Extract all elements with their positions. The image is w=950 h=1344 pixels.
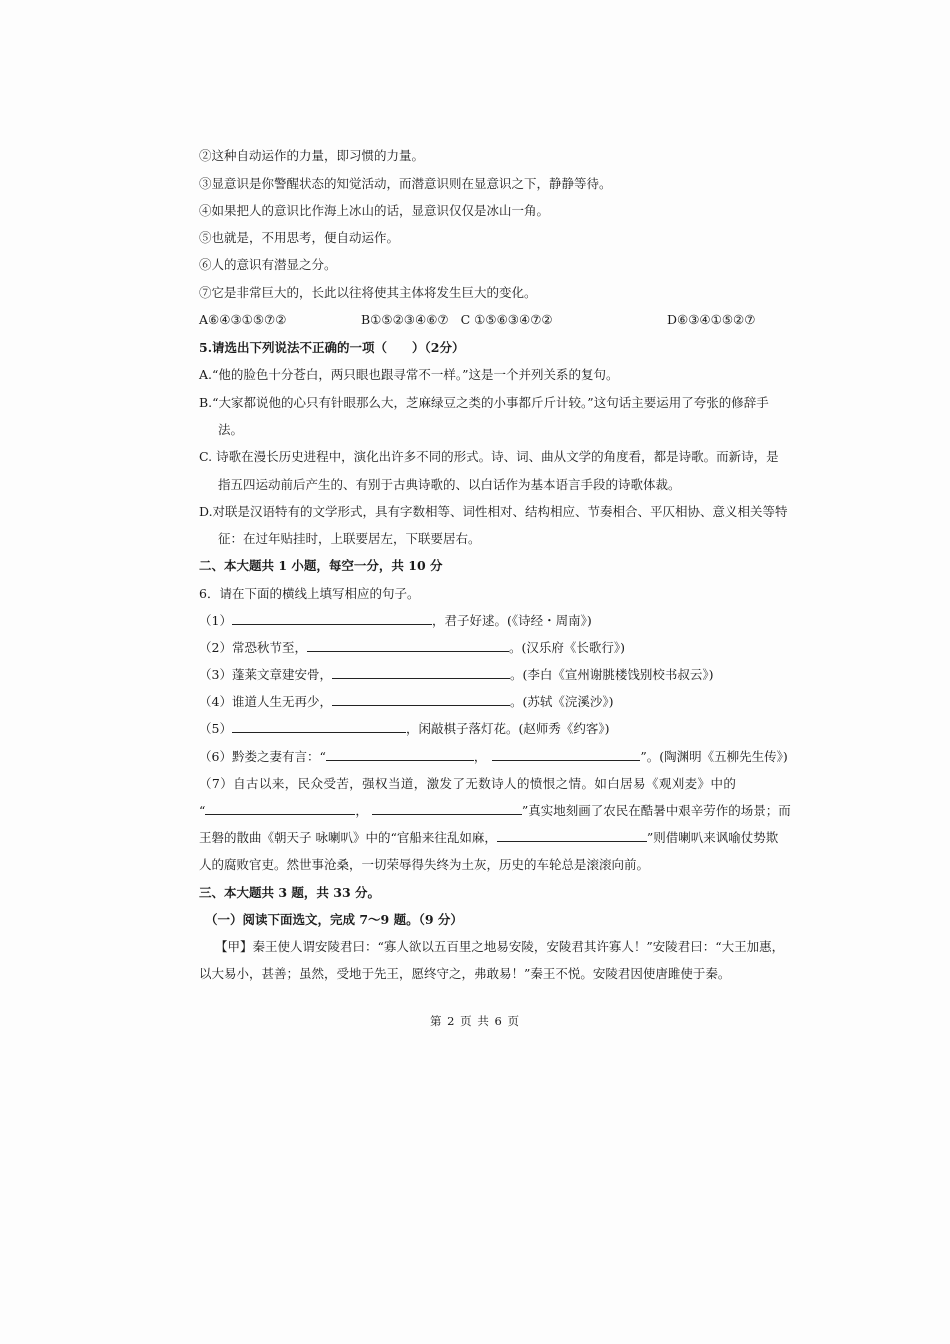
fill-item-7-line-2: “ ， ”真实地刻画了农民在酷暑中艰辛劳作的场景；而 — [199, 803, 791, 818]
q5-option-b: B.“大家都说他的心只有针眼那么大，芝麻绿豆之类的小事都斤斤计较。”这句话主要运用了夸张的修辞手 — [199, 395, 769, 410]
section-2-title: 二、本大题共 1 小题，每空一分，共 10 分 — [199, 558, 443, 573]
answer-blank[interactable] — [372, 802, 522, 815]
option-d: D⑥③④①⑤②⑦ — [667, 312, 756, 327]
answer-blank[interactable] — [232, 720, 406, 733]
sentence-3: ③显意识是你警醒状态的知觉活动，而潜意识则在显意识之下，静静等待。 — [199, 176, 612, 191]
reading-passage-line-2: 以大易小，甚善；虽然，受地于先王，愿终守之，弗敢易！”秦王不悦。安陵君因使唐雎使于秦。 — [199, 966, 731, 981]
answer-blank[interactable] — [232, 612, 432, 625]
reading-passage-line-1: 【甲】秦王使人谓安陵君曰：“寡人欲以五百里之地易安陵，安陵君其许寡人！”安陵君曰：“大王加惠， — [215, 939, 785, 954]
fill-item-6: （6）黔娄之妻有言：“ ， ”。(陶渊明《五柳先生传》) — [199, 749, 788, 764]
answer-blank[interactable] — [492, 748, 640, 761]
sentence-6: ⑥人的意识有潜显之分。 — [199, 257, 337, 272]
q5-option-b-cont: 法。 — [218, 422, 244, 437]
answer-blank[interactable] — [307, 639, 509, 652]
option-c: C ①⑤⑥③④⑦② — [460, 312, 553, 327]
q5-option-a: A.“他的脸色十分苍白，两只眼也跟寻常不一样。”这是一个并列关系的复句。 — [199, 367, 619, 382]
section-3-title: 三、本大题共 3 题，共 33 分。 — [199, 885, 381, 900]
q5-option-d: D.对联是汉语特有的文学形式，具有字数相等、词性相对、结构相应、节奏相合、平仄相协、意义相关等特 — [199, 504, 788, 519]
sentence-7: ⑦它是非常巨大的，长此以往将使其主体将发生巨大的变化。 — [199, 285, 537, 300]
fill-item-7-line-3: 王磐的散曲《朝天子 咏喇叭》中的“官船来往乱如麻， ”则借喇叭来讽喻仗势欺 — [199, 830, 779, 845]
q5-option-c: C. 诗歌在漫长历史进程中，演化出许多不同的形式。诗、词、曲从文学的角度看，都是诗歌。而新诗，是 — [199, 449, 779, 464]
answer-blank[interactable] — [205, 802, 355, 815]
q5-title: 5.请选出下列说法不正确的一项（ ）（2分） — [199, 340, 465, 355]
q5-option-c-cont: 指五四运动前后产生的、有别于古典诗歌的、以白话作为基本语言手段的诗歌体裁。 — [218, 477, 681, 492]
sentence-5: ⑤也就是，不用思考，便自动运作。 — [199, 230, 400, 245]
fill-item-7-line-4: 人的腐败官吏。然世事沧桑，一切荣辱得失终为土灰，历史的车轮总是滚滚向前。 — [199, 857, 650, 872]
answer-blank[interactable] — [326, 748, 474, 761]
sentence-2: ②这种自动运作的力量，即习惯的力量。 — [199, 148, 425, 163]
option-b-c — [361, 312, 553, 327]
option-a: A⑥④③①⑤⑦② — [199, 312, 287, 327]
option-b: B①⑤②③④⑥⑦ — [361, 312, 449, 327]
fill-item-7-line-1: （7）自古以来，民众受苦，强权当道，激发了无数诗人的愤恨之情。如白居易《观刈麦》中的 — [199, 776, 737, 791]
fill-item-4: （4）谁道人生无再少， 。(苏轼《浣溪沙》) — [199, 694, 614, 709]
page-footer: 第 2 页 共 6 页 — [430, 1014, 520, 1028]
q6-instruction: 6．请在下面的横线上填写相应的句子。 — [199, 586, 420, 601]
answer-blank[interactable] — [497, 829, 647, 842]
fill-item-2: （2）常恐秋节至， 。(汉乐府《长歌行》) — [199, 640, 625, 655]
fill-item-5: （5） ，闲敲棋子落灯花。(赵师秀《约客》) — [199, 721, 610, 736]
answer-blank[interactable] — [332, 693, 510, 706]
q5-option-d-cont: 征：在过年贴挂时，上联要居左，下联要居右。 — [218, 531, 481, 546]
fill-item-3: （3）蓬莱文章建安骨， 。(李白《宣州谢朓楼饯别校书叔云》) — [199, 667, 714, 682]
reading-subtitle: （一）阅读下面选文，完成 7～9 题。（9 分） — [205, 912, 463, 927]
fill-item-1: （1） ，君子好逑。(《诗经・周南》) — [199, 613, 592, 628]
answer-blank[interactable] — [332, 666, 510, 679]
sentence-4: ④如果把人的意识比作海上冰山的话，显意识仅仅是冰山一角。 — [199, 203, 550, 218]
